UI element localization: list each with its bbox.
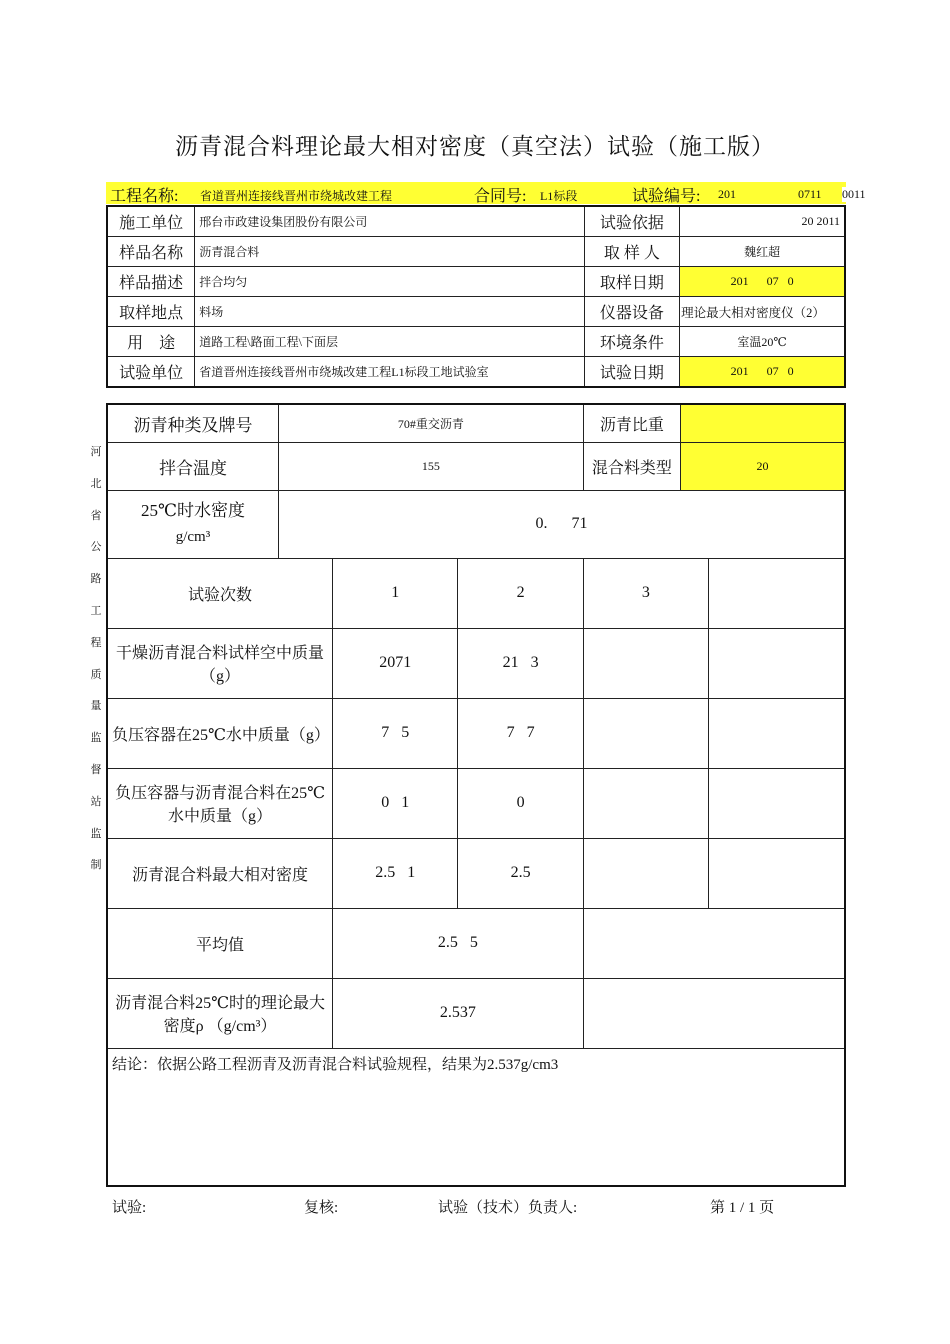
field-value: 拌合均匀 <box>195 267 584 297</box>
page-number: 第 1 / 1 页 <box>710 1200 775 1216</box>
vertical-stamp-char: 省 <box>90 509 102 522</box>
vertical-stamp-char: 工 <box>90 604 102 617</box>
mix-temp-value: 155 <box>278 442 583 490</box>
asphalt-sg-label: 沥青比重 <box>583 404 680 442</box>
field-value: 理论最大相对密度仪（2） <box>680 297 845 327</box>
field-value: 魏红超 <box>680 237 845 267</box>
table-row <box>107 1048 845 1186</box>
field-label: 样品描述 <box>107 267 195 297</box>
field-label: 用 途 <box>107 327 195 357</box>
row-label: 负压容器与沥青混合料在25℃水中质量（g） <box>107 768 333 838</box>
row-label: 沥青混合料最大相对密度 <box>107 838 333 908</box>
field-label: 取样日期 <box>584 267 680 297</box>
field-label: 试验依据 <box>584 206 680 237</box>
header-bar <box>106 182 866 205</box>
trial-number: 3 <box>583 558 708 628</box>
field-value: 邢台市政建设集团股份有限公司 <box>195 206 584 237</box>
cell-value: 7 7 <box>458 698 583 768</box>
field-value: 201 07 0 <box>680 357 845 388</box>
empty-cell <box>709 768 845 838</box>
theory-density-value: 2.537 <box>333 978 584 1048</box>
vertical-stamp-char: 量 <box>90 700 102 713</box>
vertical-stamp-char: 河 <box>90 446 102 458</box>
table-row <box>107 357 845 388</box>
table-row <box>107 768 845 838</box>
vertical-stamp-char: 路 <box>90 573 102 586</box>
cell-value <box>583 768 708 838</box>
table-row <box>107 327 845 357</box>
cell-value: 2.5 1 <box>333 838 458 908</box>
test-table <box>106 403 846 1187</box>
field-label: 取 样 人 <box>584 237 680 267</box>
empty-cell <box>709 698 845 768</box>
vertical-stamp-char: 质 <box>90 668 102 681</box>
empty-cell <box>709 838 845 908</box>
table-row <box>107 558 845 628</box>
page-title: 沥青混合料理论最大相对密度（真空法）试验（施工版） <box>175 134 775 159</box>
vertical-stamp-char: 公 <box>90 541 102 554</box>
cell-value: 0 1 <box>333 768 458 838</box>
field-label: 施工单位 <box>107 206 195 237</box>
cell-value <box>583 838 708 908</box>
table-row <box>107 297 845 327</box>
mix-temp-label: 拌合温度 <box>107 442 278 490</box>
field-label: 样品名称 <box>107 237 195 267</box>
table-row <box>107 838 845 908</box>
table-row <box>107 628 845 698</box>
contract-value: L1标段 <box>540 189 578 203</box>
field-value: 料场 <box>195 297 584 327</box>
responsible-label: 试验（技术）负责人: <box>438 1200 578 1216</box>
table-row <box>107 237 845 267</box>
row-label: 负压容器在25℃水中质量（g） <box>107 698 333 768</box>
asphalt-type-label: 沥青种类及牌号 <box>107 404 278 442</box>
water-density-value: 0. 71 <box>278 490 845 558</box>
reviewer-label: 复核: <box>304 1200 339 1216</box>
vertical-stamp-char: 督 <box>90 763 102 776</box>
trial-number: 2 <box>458 558 583 628</box>
empty-cell <box>583 908 845 978</box>
empty-cell <box>709 558 845 628</box>
table-row <box>107 698 845 768</box>
test-no-b: 0711 <box>798 187 822 201</box>
empty-cell <box>583 978 845 1048</box>
vertical-stamp-char: 监 <box>90 732 102 745</box>
vertical-stamp-char: 程 <box>90 636 102 649</box>
test-no-a: 201 <box>718 187 736 201</box>
vertical-stamp <box>86 437 106 882</box>
tester-label: 试验: <box>112 1200 147 1216</box>
empty-cell <box>709 628 845 698</box>
conclusion-text: 结论：依据公路工程沥青及沥青混合料试验规程，结果为2.537g/cm3 <box>107 1048 845 1186</box>
cell-value: 2071 <box>333 628 458 698</box>
mix-type-value: 20 <box>681 442 846 490</box>
field-label: 试验日期 <box>584 357 680 388</box>
row-label: 干燥沥青混合料试样空中质量（g） <box>107 628 333 698</box>
cell-value: 2.5 <box>458 838 583 908</box>
cell-value: 21 3 <box>458 628 583 698</box>
asphalt-type-value: 70#重交沥青 <box>278 404 583 442</box>
table-row <box>107 978 845 1048</box>
field-value: 201 07 0 <box>680 267 845 297</box>
contract-label: 合同号: <box>474 188 527 205</box>
table-row <box>107 490 845 558</box>
field-label: 环境条件 <box>584 327 680 357</box>
cell-value: 7 5 <box>333 698 458 768</box>
test-no-label: 试验编号: <box>632 188 701 205</box>
water-density-unit: g/cm³ <box>175 529 211 545</box>
cell-value <box>583 628 708 698</box>
vertical-stamp-char: 制 <box>90 859 102 872</box>
field-value: 20 2011 <box>680 206 845 237</box>
mix-type-label: 混合料类型 <box>583 442 680 490</box>
field-value: 省道晋州连接线晋州市绕城改建工程L1标段工地试验室 <box>195 357 584 388</box>
cell-value <box>583 698 708 768</box>
field-value: 沥青混合料 <box>195 237 584 267</box>
table-row <box>107 908 845 978</box>
average-value: 2.5 5 <box>333 908 584 978</box>
vertical-stamp-char: 站 <box>90 795 102 808</box>
project-label: 工程名称: <box>110 188 179 205</box>
water-density-label: 25℃时水密度 g/cm³ <box>107 490 278 558</box>
field-label: 试验单位 <box>107 357 195 388</box>
info-table <box>106 205 846 388</box>
table-row <box>107 404 845 442</box>
table-row <box>107 206 845 237</box>
vertical-stamp-char: 监 <box>90 827 102 840</box>
field-value: 道路工程\路面工程\下面层 <box>195 327 584 357</box>
table-row <box>107 442 845 490</box>
table-row <box>107 267 845 297</box>
asphalt-sg-value <box>681 404 846 442</box>
vertical-stamp-char: 北 <box>90 477 102 490</box>
project-value: 省道晋州连接线晋州市绕城改建工程 <box>200 189 393 203</box>
theory-density-label: 沥青混合料25℃时的理论最大密度ρ （g/cm³） <box>107 978 333 1048</box>
field-value: 室温20℃ <box>680 327 845 357</box>
trial-label: 试验次数 <box>107 558 333 628</box>
cell-value: 0 <box>458 768 583 838</box>
trial-number: 1 <box>333 558 458 628</box>
field-label: 取样地点 <box>107 297 195 327</box>
field-label: 仪器设备 <box>584 297 680 327</box>
test-no-c: 0011 <box>842 187 866 201</box>
average-label: 平均值 <box>107 908 333 978</box>
